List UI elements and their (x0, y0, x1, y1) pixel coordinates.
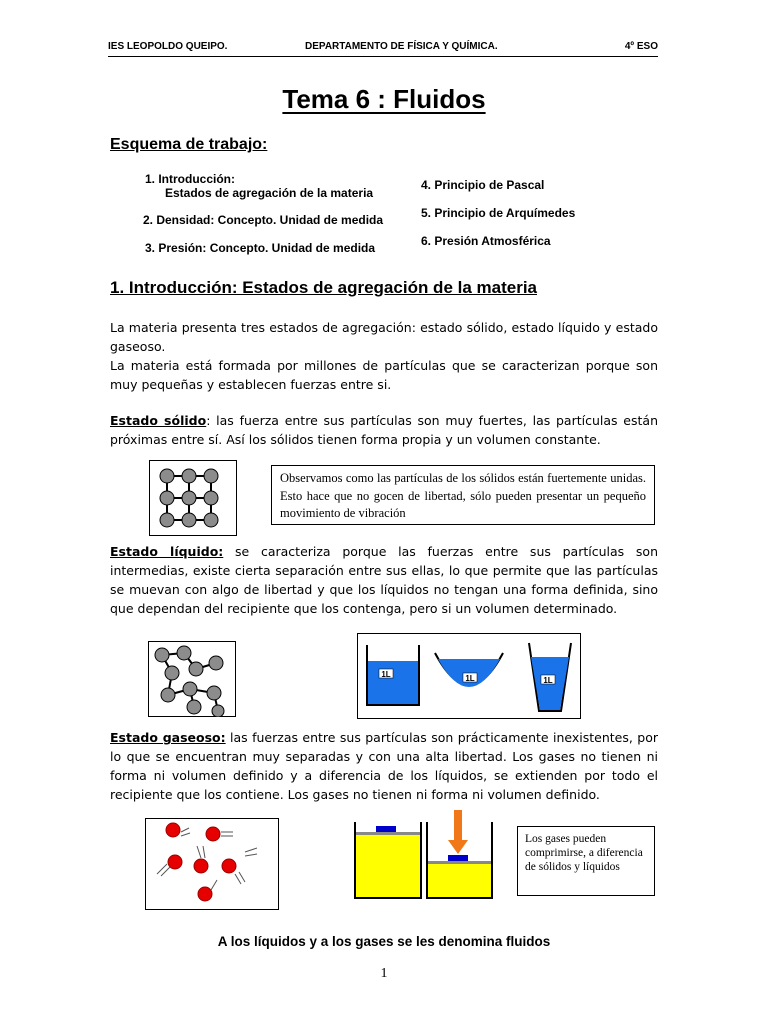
intro-paragraph (110, 318, 658, 394)
department-name: DEPARTAMENTO DE FÍSICA Y QUÍMICA. (305, 41, 498, 52)
gas-compression-figure (352, 810, 496, 902)
conclusion-text: A los líquidos y a los gases se les denomina fluidos (217, 934, 551, 949)
solid-particles-figure (149, 460, 237, 536)
liquid-label: Estado líquido: (110, 544, 224, 559)
gas-paragraph (110, 728, 658, 804)
solid-paragraph (110, 411, 658, 449)
liquid-containers-figure (357, 633, 581, 719)
gas-particles-figure (145, 818, 279, 910)
volume-label-2: 1L (465, 674, 475, 683)
page-number: 1 (380, 966, 388, 981)
gas-note-box: Los gases pueden comprimirse, a diferencia de sólidos y líquidos (517, 826, 655, 896)
toc-item-1-sub: Estados de agregación de la materia (165, 186, 374, 200)
toc-item-2: 2. Densidad: Concepto. Unidad de medida (143, 213, 384, 227)
gas-label: Estado gaseoso: (110, 730, 226, 745)
section-heading: 1. Introducción: Estados de agregación de la materia (110, 278, 538, 297)
page-header (108, 40, 658, 57)
page-title: Tema 6 : Fluidos (282, 84, 486, 114)
toc-item-1: 1. Introducción: (145, 172, 235, 186)
toc-item-6: 6. Presión Atmosférica (421, 234, 551, 248)
toc-item-5: 5. Principio de Arquímedes (421, 206, 576, 220)
solid-label: Estado sólido (110, 413, 207, 428)
volume-label-3: 1L (543, 676, 553, 685)
gas-text: las fuerzas entre sus partículas son prácticamente inexistentes, por lo que se encuentran muy separadas y con una alta libertad. Los gases no tienen ni forma ni volumen definido y a diferencia de los líquidos, se extienden por todo el recipiente que los contiene. Los gases no tienen ni forma ni volumen definido. (110, 730, 658, 802)
solid-note-box: Observamos como las partículas de los sólidos están fuertemente unidas. Esto hace que no gocen de libertad, sólo pueden presentar un pequeño movimiento de vibración (271, 465, 655, 525)
volume-label-1: 1L (381, 670, 391, 679)
school-name: IES LEOPOLDO QUEIPO. (108, 41, 228, 52)
liquid-text: se caracteriza porque las fuerzas entre sus partículas son intermedias, existe cierta separación entre sus ellas, lo que permite que las partículas se muevan con algo de libertad y que los líquidos no tengan una forma definida, sino que dependan del recipiente que los contenga, pero si un volumen determinado. (110, 544, 658, 616)
intro-text-2: La materia está formada por millones de partículas que se caracterizan porque son muy pequeñas y establecen fuerzas entre si. (110, 358, 658, 392)
course-level: 4º ESO (624, 41, 658, 52)
liquid-particles-figure (148, 641, 236, 717)
toc-item-3: 3. Presión: Concepto. Unidad de medida (145, 241, 376, 255)
intro-text: La materia presenta tres estados de agregación: estado sólido, estado líquido y estado gaseoso. (110, 320, 658, 354)
solid-text: : las fuerza entre sus partículas son muy fuertes, las partículas están próximas entre sí. Así los sólidos tienen forma propia y un volumen constante. (110, 413, 658, 447)
scheme-heading: Esquema de trabajo: (110, 136, 268, 153)
toc-item-4: 4. Principio de Pascal (421, 178, 545, 192)
liquid-paragraph (110, 542, 658, 618)
